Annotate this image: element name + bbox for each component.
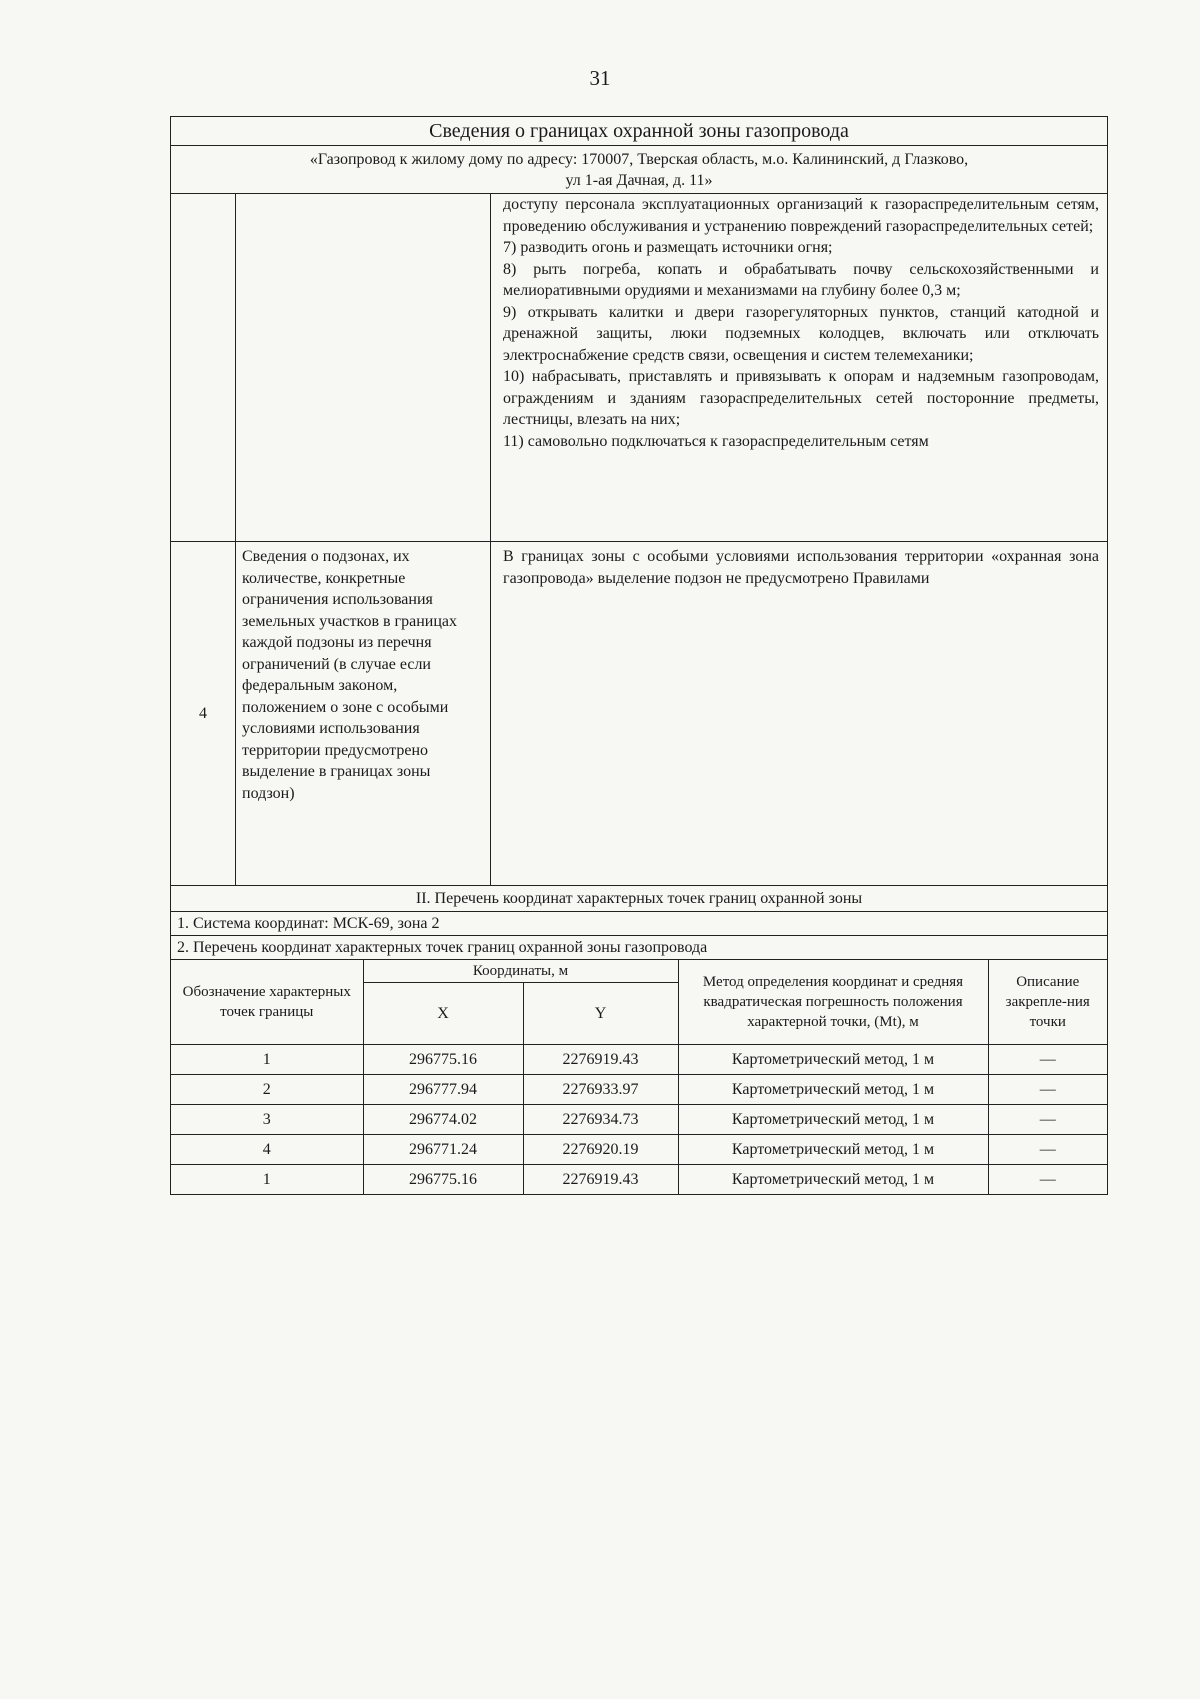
col-header-description: Описание закрепле-ния точки: [988, 960, 1107, 1045]
cell-x: 296775.16: [363, 1165, 523, 1195]
object-address: [171, 146, 1107, 194]
cell-method: Картометрический метод, 1 м: [678, 1045, 988, 1075]
coordinate-list-heading: 2. Перечень координат характерных точек границ охранной зоны газопровода: [171, 936, 1107, 960]
cell-x: 296774.02: [363, 1105, 523, 1135]
cell-method: Картометрический метод, 1 м: [678, 1075, 988, 1105]
zone-info-table: [170, 116, 1108, 1195]
table-row: [171, 1105, 1107, 1135]
subzones-row: [171, 542, 1107, 886]
coordinate-system: 1. Система координат: МСК-69, зона 2: [171, 912, 1107, 936]
table-row: [171, 1165, 1107, 1195]
cell-point: 1: [171, 1045, 363, 1075]
cell-point: 1: [171, 1165, 363, 1195]
cell-method: Картометрический метод, 1 м: [678, 1135, 988, 1165]
cell-y: 2276919.43: [523, 1165, 678, 1195]
restrictions-list: [491, 194, 1107, 541]
cell-point: 3: [171, 1105, 363, 1135]
col-header-coordinates: Координаты, м: [363, 960, 678, 983]
col-header-method: Метод определения координат и средняя квадратическая погрешность положения характерной точки, (Mt), м: [678, 960, 988, 1045]
cell-description: —: [988, 1045, 1107, 1075]
cell-y: 2276934.73: [523, 1105, 678, 1135]
cell-description: —: [988, 1075, 1107, 1105]
col-header-x: X: [363, 983, 523, 1045]
restrictions-row-number: [171, 194, 236, 541]
page-number: 31: [589, 66, 611, 90]
cell-y: 2276920.19: [523, 1135, 678, 1165]
coordinates-table-wrapper: [171, 960, 1107, 1194]
section-2-heading: II. Перечень координат характерных точек границ охранной зоны: [171, 886, 1107, 912]
restriction-item: 7) разводить огонь и размещать источники огня;: [503, 239, 833, 256]
cell-description: —: [988, 1135, 1107, 1165]
col-header-point: Обозначение характерных точек границы: [171, 960, 363, 1045]
object-address-line-2: ул 1-ая Дачная, д. 11»: [565, 172, 713, 189]
cell-method: Картометрический метод, 1 м: [678, 1105, 988, 1135]
cell-y: 2276919.43: [523, 1045, 678, 1075]
restriction-item: 11) самовольно подключаться к газораспределительным сетям: [503, 432, 929, 450]
col-header-y: Y: [523, 983, 678, 1045]
cell-x: 296777.94: [363, 1075, 523, 1105]
restrictions-row: [171, 194, 1107, 542]
table-row: [171, 1075, 1107, 1105]
cell-method: Картометрический метод, 1 м: [678, 1165, 988, 1195]
restriction-item: 9) открывать калитки и двери газорегуляторных пунктов, станций катодной и дренажной защиты, люки подземных колодцев, включать или отключать электроснабжение средств связи, освещения и систем телемеханики;: [503, 303, 1099, 364]
subzones-row-number: 4: [171, 542, 236, 885]
table-row: [171, 1045, 1107, 1075]
cell-point: 2: [171, 1075, 363, 1105]
subzones-row-value: В границах зоны с особыми условиями использования территории «охранная зона газопровода» выделение подзон не предусмотрено Правилами: [503, 548, 1099, 587]
cell-x: 296771.24: [363, 1135, 523, 1165]
cell-y: 2276933.97: [523, 1075, 678, 1105]
cell-description: —: [988, 1105, 1107, 1135]
cell-description: —: [988, 1165, 1107, 1195]
restriction-item: 8) рыть погреба, копать и обрабатывать почву сельскохозяйственными и мелиоративными орудиями и механизмами на глубину более 0,3 м;: [503, 260, 1099, 299]
object-address-line-1: «Газопровод к жилому дому по адресу: 170007, Тверская область, м.о. Калининский, д Глазково,: [309, 151, 969, 168]
table-row: [171, 1135, 1107, 1165]
subzones-row-label: Сведения о подзонах, их количестве, конкретные ограничения использования земельных участков в границах каждой подзоны из перечня ограничений (в случае если федеральным законом, положением о зоне с особыми условиями использования территории предусмотрено выделение в границах зоны подзон): [236, 542, 491, 885]
restriction-item: 10) набрасывать, приставлять и привязывать к опорам и надземным газопроводам, ограждениям и зданиям газораспределительных сетей посторонние предметы, лестницы, влезать на них;: [503, 368, 1099, 428]
coordinates-table: [171, 960, 1107, 1194]
cell-x: 296775.16: [363, 1045, 523, 1075]
table-title: Сведения о границах охранной зоны газопровода: [171, 117, 1107, 146]
restrictions-row-label: [236, 194, 491, 541]
cell-point: 4: [171, 1135, 363, 1165]
restriction-item: доступу персонала эксплуатационных организаций к газораспределительным сетям, проведению обслуживания и устранению повреждений газораспределительных сетей;: [503, 196, 1099, 235]
